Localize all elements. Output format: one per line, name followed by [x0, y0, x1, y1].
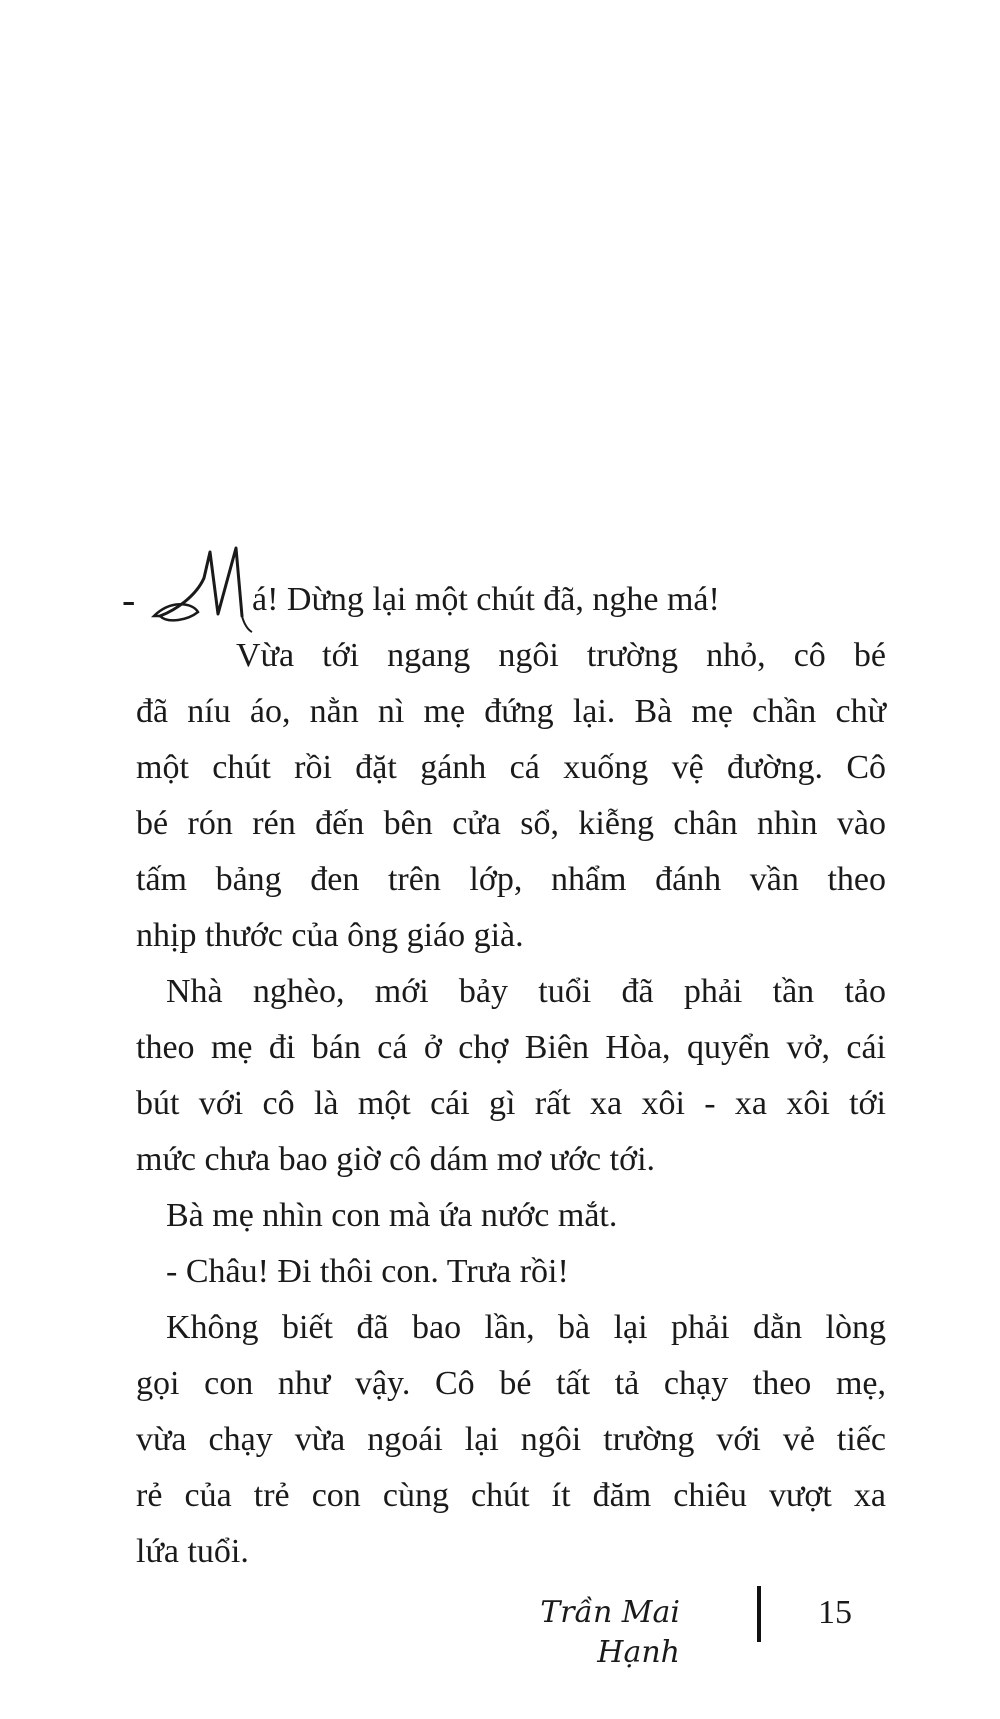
footer-divider — [757, 1586, 761, 1642]
body-line: vừa chạy vừa ngoái lại ngôi trường với vẻ tiếc — [136, 1421, 886, 1458]
body-line: bút với cô là một cái gì rất xa xôi - xa xôi tới — [136, 1085, 886, 1122]
body-line: theo mẹ đi bán cá ở chợ Biên Hòa, quyển vở, cái — [136, 1029, 886, 1066]
body-line: lứa tuổi. — [136, 1533, 249, 1570]
dialogue-dash: - — [122, 577, 136, 622]
body-line: rẻ của trẻ con cùng chút ít đăm chiêu vượt xa — [136, 1477, 886, 1514]
body-line: Vừa tới ngang ngôi trường nhỏ, cô bé — [236, 637, 886, 674]
dialogue-line: - Châu! Đi thôi con. Trưa rồi! — [166, 1253, 569, 1290]
body-line: đã níu áo, nằn nì mẹ đứng lại. Bà mẹ chần chừ — [136, 693, 886, 730]
opening-line — [110, 572, 890, 632]
footer-author: Trần Mai Hạnh — [540, 1595, 680, 1670]
body-line: bé rón rén đến bên cửa sổ, kiễng chân nhìn vào — [136, 805, 886, 842]
first-line-text: á! Dừng lại một chút đã, nghe má! — [252, 581, 720, 618]
body-line: Bà mẹ nhìn con mà ứa nước mắt. — [166, 1197, 618, 1234]
page-number: 15 — [818, 1594, 852, 1631]
body-line: Nhà nghèo, mới bảy tuổi đã phải tần tảo — [166, 973, 886, 1010]
body-line: một chút rồi đặt gánh cá xuống vệ đường. Cô — [136, 749, 886, 786]
body-line: Không biết đã bao lần, bà lại phải dằn lòng — [166, 1309, 886, 1346]
body-line: mức chưa bao giờ cô dám mơ ước tới. — [136, 1141, 656, 1178]
body-line: nhịp thước của ông giáo già. — [136, 917, 524, 954]
body-line: tấm bảng đen trên lớp, nhẩm đánh vần theo — [136, 861, 886, 898]
body-line: gọi con như vậy. Cô bé tất tả chạy theo mẹ, — [136, 1365, 886, 1402]
